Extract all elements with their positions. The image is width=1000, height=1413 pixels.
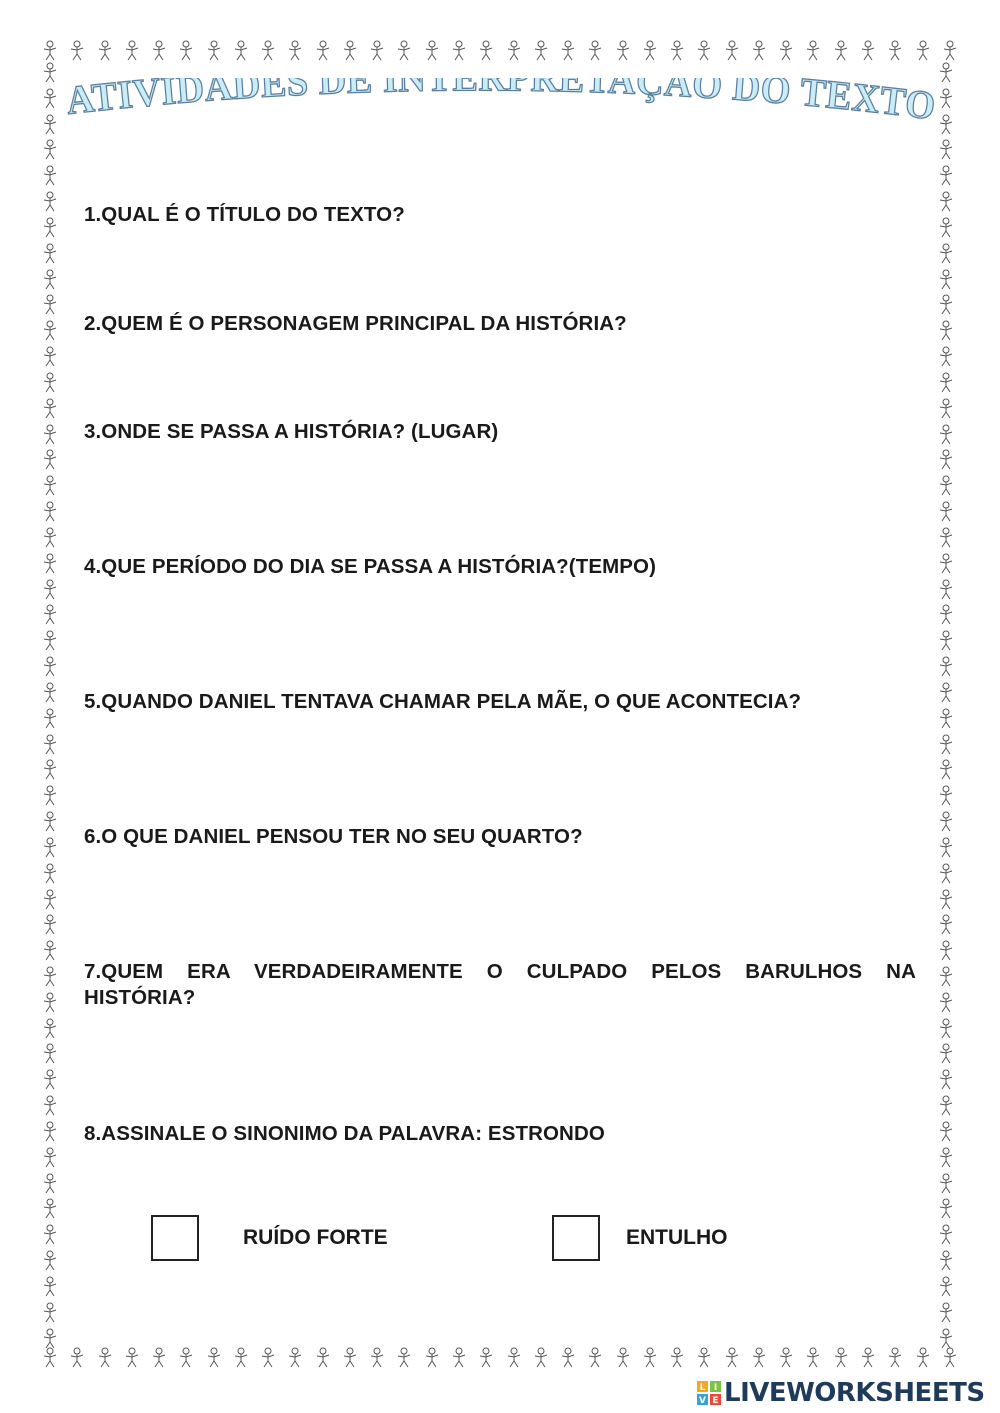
svg-text:L: L: [699, 1383, 706, 1393]
stick-figure-icon: [40, 449, 60, 471]
stick-figure-icon: [122, 1347, 142, 1369]
stick-figure-icon: [936, 1328, 956, 1350]
stick-figure-icon: [367, 40, 387, 62]
stick-figure-icon: [858, 1347, 878, 1369]
stick-figure-icon: [504, 40, 524, 62]
stick-figure-icon: [40, 475, 60, 497]
stick-figure-icon: [936, 294, 956, 316]
brand-name: LIVEWORKSHEETS: [724, 1378, 985, 1408]
stick-figure-icon: [936, 1198, 956, 1220]
stick-figure-icon: [640, 40, 660, 62]
stick-figure-icon: [936, 398, 956, 420]
question-5: 5.QUANDO DANIEL TENTAVA CHAMAR PELA MÃE, O QUE ACONTECIA?: [84, 690, 802, 713]
stick-figure-icon: [936, 501, 956, 523]
stick-figure-icon: [40, 1276, 60, 1298]
stick-figure-icon: [936, 1069, 956, 1091]
stick-figure-icon: [640, 1347, 660, 1369]
border-right: [936, 62, 960, 1350]
stick-figure-icon: [40, 553, 60, 575]
stick-figure-icon: [936, 914, 956, 936]
stick-figure-icon: [40, 243, 60, 265]
stick-figure-icon: [231, 1347, 251, 1369]
checkbox-ruido-forte[interactable]: [151, 1215, 199, 1261]
stick-figure-icon: [936, 320, 956, 342]
stick-figure-icon: [122, 40, 142, 62]
stick-figure-icon: [936, 889, 956, 911]
stick-figure-icon: [936, 372, 956, 394]
stick-figure-icon: [40, 217, 60, 239]
stick-figure-icon: [936, 759, 956, 781]
stick-figure-icon: [40, 992, 60, 1014]
stick-figure-icon: [936, 785, 956, 807]
stick-figure-icon: [422, 1347, 442, 1369]
stick-figure-icon: [40, 1069, 60, 1091]
stick-figure-icon: [40, 1328, 60, 1350]
stick-figure-icon: [936, 346, 956, 368]
stick-figure-icon: [40, 191, 60, 213]
stick-figure-icon: [936, 449, 956, 471]
stick-figure-icon: [40, 914, 60, 936]
stick-figure-icon: [585, 40, 605, 62]
stick-figure-icon: [558, 40, 578, 62]
stick-figure-icon: [936, 1043, 956, 1065]
stick-figure-icon: [449, 1347, 469, 1369]
stick-figure-icon: [40, 1198, 60, 1220]
stick-figure-icon: [176, 1347, 196, 1369]
stick-figure-icon: [204, 40, 224, 62]
stick-figure-icon: [40, 62, 60, 84]
option-label: RUÍDO FORTE: [243, 1226, 388, 1249]
stick-figure-icon: [936, 1095, 956, 1117]
stick-figure-icon: [936, 1302, 956, 1324]
border-bottom: [40, 1347, 960, 1371]
stick-figure-icon: [936, 243, 956, 265]
stick-figure-icon: [258, 1347, 278, 1369]
stick-figure-icon: [95, 1347, 115, 1369]
stick-figure-icon: [936, 527, 956, 549]
stick-figure-icon: [476, 40, 496, 62]
stick-figure-icon: [40, 940, 60, 962]
stick-figure-icon: [936, 863, 956, 885]
stick-figure-icon: [694, 1347, 714, 1369]
stick-figure-icon: [40, 579, 60, 601]
stick-figure-icon: [40, 269, 60, 291]
stick-figure-icon: [936, 1147, 956, 1169]
stick-figure-icon: [231, 40, 251, 62]
stick-figure-icon: [936, 734, 956, 756]
stick-figure-icon: [722, 40, 742, 62]
stick-figure-icon: [936, 1121, 956, 1143]
stick-figure-icon: [40, 1302, 60, 1324]
stick-figure-icon: [40, 785, 60, 807]
stick-figure-icon: [67, 40, 87, 62]
stick-figure-icon: [40, 1043, 60, 1065]
page-title-text: ATIVIDADES DE I ETAÇÃO DO TEXTO: [66, 78, 940, 129]
stick-figure-icon: [40, 88, 60, 110]
stick-figure-icon: [285, 1347, 305, 1369]
stick-figure-icon: [831, 40, 851, 62]
stick-figure-icon: [803, 40, 823, 62]
stick-figure-icon: [40, 1147, 60, 1169]
stick-figure-icon: [40, 139, 60, 161]
stick-figure-icon: [40, 1095, 60, 1117]
stick-figure-icon: [936, 1018, 956, 1040]
stick-figure-icon: [40, 1018, 60, 1040]
stick-figure-icon: [285, 40, 305, 62]
stick-figure-icon: [831, 1347, 851, 1369]
stick-figure-icon: [40, 656, 60, 678]
question-4: 4.QUE PERÍODO DO DIA SE PASSA A HISTÓRIA?(TEMPO): [84, 555, 657, 578]
stick-figure-icon: [40, 165, 60, 187]
svg-text:I: I: [713, 1383, 718, 1393]
stick-figure-icon: [149, 40, 169, 62]
stick-figure-icon: [40, 114, 60, 136]
stick-figure-icon: [531, 1347, 551, 1369]
stick-figure-icon: [936, 217, 956, 239]
stick-figure-icon: [936, 811, 956, 833]
question-3: 3.ONDE SE PASSA A HISTÓRIA? (LUGAR): [84, 420, 499, 443]
stick-figure-icon: [913, 1347, 933, 1369]
stick-figure-icon: [936, 475, 956, 497]
stick-figure-icon: [913, 40, 933, 62]
stick-figure-icon: [40, 966, 60, 988]
stick-figure-icon: [885, 1347, 905, 1369]
stick-figure-icon: [40, 424, 60, 446]
stick-figure-icon: [936, 424, 956, 446]
stick-figure-icon: [40, 604, 60, 626]
stick-figure-icon: [422, 40, 442, 62]
stick-figure-icon: [749, 1347, 769, 1369]
stick-figure-icon: [803, 1347, 823, 1369]
stick-figure-icon: [149, 1347, 169, 1369]
option-ruido-forte[interactable]: [151, 1215, 388, 1261]
stick-figure-icon: [936, 604, 956, 626]
stick-figure-icon: [40, 1250, 60, 1272]
stick-figure-icon: [936, 553, 956, 575]
stick-figure-icon: [936, 630, 956, 652]
question-7: 7.QUEM ERA VERDADEIRAMENTE O CULPADO PELOS BARULHOS NA HISTÓRIA?: [84, 960, 916, 1009]
stick-figure-icon: [531, 40, 551, 62]
stick-figure-icon: [204, 1347, 224, 1369]
stick-figure-icon: [40, 734, 60, 756]
stick-figure-icon: [936, 940, 956, 962]
stick-figure-icon: [885, 40, 905, 62]
stick-figure-icon: [936, 1173, 956, 1195]
stick-figure-icon: [340, 40, 360, 62]
stick-figure-icon: [40, 630, 60, 652]
svg-text:E: E: [712, 1396, 719, 1406]
stick-figure-icon: [40, 863, 60, 885]
stick-figure-icon: [40, 398, 60, 420]
stick-figure-icon: [936, 708, 956, 730]
question-8: 8.ASSINALE O SINONIMO DA PALAVRA: ESTRONDO: [84, 1122, 605, 1145]
stick-figure-icon: [667, 1347, 687, 1369]
stick-figure-icon: [776, 1347, 796, 1369]
svg-text:V: V: [699, 1396, 706, 1406]
stick-figure-icon: [722, 1347, 742, 1369]
stick-figure-icon: [40, 320, 60, 342]
checkbox-entulho[interactable]: [552, 1215, 600, 1261]
footer-brand[interactable]: [696, 1378, 985, 1408]
stick-figure-icon: [40, 346, 60, 368]
question-6: 6.O QUE DANIEL PENSOU TER NO SEU QUARTO?: [84, 825, 583, 848]
stick-figure-icon: [936, 992, 956, 1014]
stick-figure-icon: [40, 837, 60, 859]
stick-figure-icon: [40, 1347, 60, 1369]
stick-figure-icon: [936, 1224, 956, 1246]
stick-figure-icon: [40, 811, 60, 833]
stick-figure-icon: [613, 40, 633, 62]
stick-figure-icon: [613, 1347, 633, 1369]
stick-figure-icon: [936, 579, 956, 601]
stick-figure-icon: [40, 294, 60, 316]
stick-figure-icon: [936, 269, 956, 291]
stick-figure-icon: [936, 1250, 956, 1272]
border-left: [40, 62, 64, 1350]
stick-figure-icon: [258, 40, 278, 62]
stick-figure-icon: [340, 1347, 360, 1369]
stick-figure-icon: [694, 40, 714, 62]
stick-figure-icon: [504, 1347, 524, 1369]
stick-figure-icon: [95, 40, 115, 62]
stick-figure-icon: [476, 1347, 496, 1369]
stick-figure-icon: [936, 165, 956, 187]
liveworksheets-logo-icon: [696, 1380, 722, 1406]
option-entulho[interactable]: [552, 1215, 728, 1261]
stick-figure-icon: [936, 837, 956, 859]
stick-figure-icon: [367, 1347, 387, 1369]
stick-figure-icon: [67, 1347, 87, 1369]
question-2: 2.QUEM É O PERSONAGEM PRINCIPAL DA HISTÓRIA?: [84, 312, 627, 335]
stick-figure-icon: [749, 40, 769, 62]
stick-figure-icon: [936, 682, 956, 704]
stick-figure-icon: [40, 682, 60, 704]
stick-figure-icon: [313, 1347, 333, 1369]
page-title: [66, 78, 946, 148]
stick-figure-icon: [940, 1347, 960, 1369]
svg-text:ATIVIDADES DE INTERPRETAÇÃO DO: [66, 78, 938, 128]
stick-figure-icon: [40, 889, 60, 911]
stick-figure-icon: [40, 1121, 60, 1143]
option-label: ENTULHO: [626, 1226, 728, 1249]
stick-figure-icon: [558, 1347, 578, 1369]
stick-figure-icon: [40, 501, 60, 523]
stick-figure-icon: [776, 40, 796, 62]
stick-figure-icon: [936, 1276, 956, 1298]
stick-figure-icon: [40, 527, 60, 549]
stick-figure-icon: [40, 372, 60, 394]
stick-figure-icon: [585, 1347, 605, 1369]
stick-figure-icon: [667, 40, 687, 62]
stick-figure-icon: [858, 40, 878, 62]
stick-figure-icon: [940, 40, 960, 62]
stick-figure-icon: [40, 759, 60, 781]
stick-figure-icon: [40, 40, 60, 62]
stick-figure-icon: [40, 708, 60, 730]
stick-figure-icon: [313, 40, 333, 62]
stick-figure-icon: [40, 1224, 60, 1246]
stick-figure-icon: [394, 1347, 414, 1369]
stick-figure-icon: [394, 40, 414, 62]
stick-figure-icon: [449, 40, 469, 62]
question-1: 1.QUAL É O TÍTULO DO TEXTO?: [84, 203, 405, 226]
stick-figure-icon: [936, 191, 956, 213]
stick-figure-icon: [936, 966, 956, 988]
border-top: [40, 40, 960, 64]
page-title-art: [66, 78, 946, 148]
stick-figure-icon: [176, 40, 196, 62]
stick-figure-icon: [936, 656, 956, 678]
stick-figure-icon: [40, 1173, 60, 1195]
